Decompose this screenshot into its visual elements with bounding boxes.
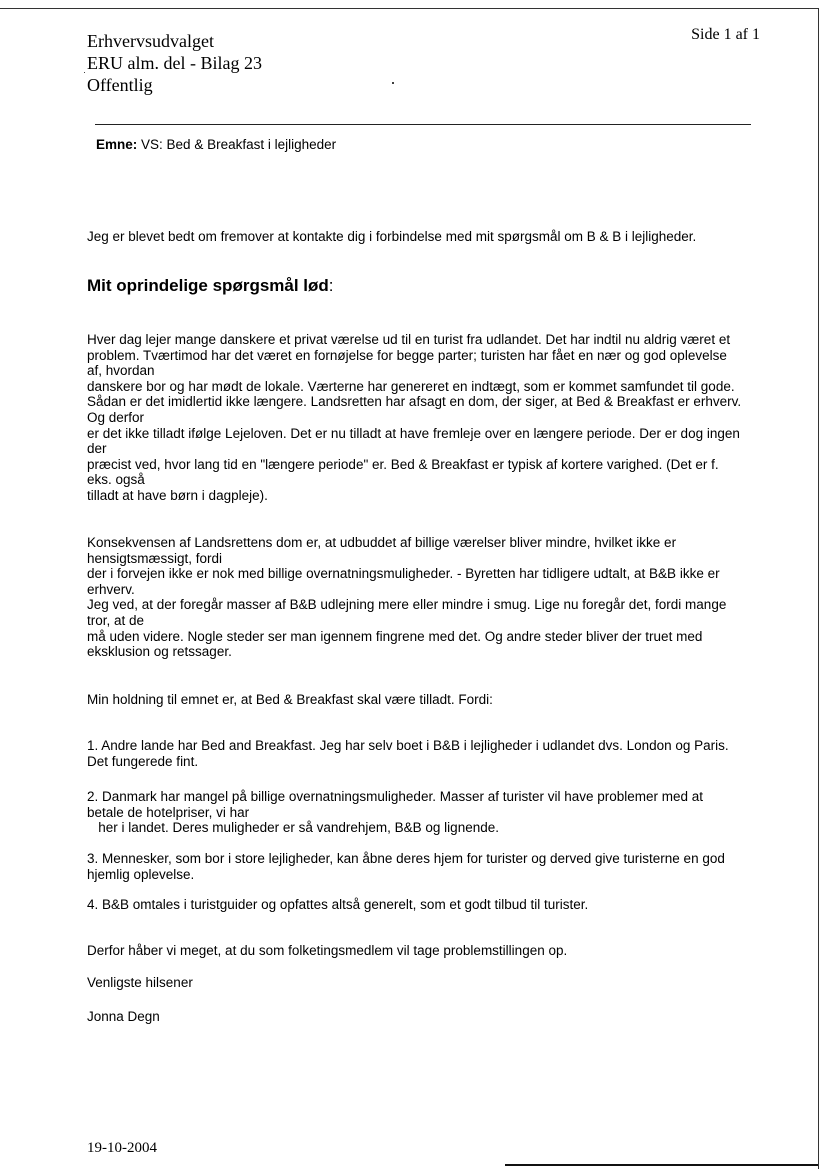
document-date: 19-10-2004 [87, 1140, 157, 1156]
point-line: her i landet. Deres muligheder er så vandrehjem, B&B og lignende. [87, 820, 499, 836]
point-line: Det fungerede fint. [87, 753, 199, 769]
page-number: Side 1 af 1 [691, 26, 760, 43]
paragraph-line: må uden videre. Nogle steder ser man igennem fingrene med det. Og andre steder bliver der truet med [87, 628, 703, 644]
email-subject [96, 137, 336, 152]
paragraph-line: er det ikke tilladt ifølge Lejeloven. Det er nu tilladt at have fremleje over en længere periode. Der er dog ingen [87, 425, 740, 441]
paragraph-line: præcist ved, hvor lang tid en "længere periode" er. Bed & Breakfast er typisk af kortere varighed. (Det er f. [87, 456, 719, 472]
paragraph-line: eksklusion og retssager. [87, 644, 232, 660]
paragraph-consequence [87, 535, 767, 660]
paragraph-line: tilladt at have børn i dagpleje). [87, 487, 268, 503]
committee-name: Erhvervsudvalget [87, 31, 214, 51]
signature: Jonna Degn [87, 1009, 160, 1024]
point-line: 2. Danmark har mangel på billige overnatningsmuligheder. Masser af turister vil have problemer med at [87, 789, 704, 804]
point-line: 1. Andre lande har Bed and Breakfast. Jeg har selv boet i B&B i lejligheder i udlandet dvs. London og Paris. [87, 738, 729, 753]
point-2 [87, 789, 767, 836]
paragraph-line: der i forvejen ikke er nok med billige overnatningsmuligheder. - Byretten har tidligere udtalt, at B&B ikke er [87, 566, 720, 582]
heading-colon: : [328, 276, 334, 295]
paragraph-line: hensigtsmæssigt, fordi [87, 550, 223, 566]
point-1 [87, 738, 767, 769]
point-line: betale de hotelpriser, vi har [87, 804, 250, 820]
scan-speck [392, 82, 394, 84]
paragraph-line: Jeg ved, at der foregår masser af B&B udlejning mere eller mindre i smug. Lige nu foregår det, fordi mange [87, 597, 727, 613]
subject-label: Emne: [96, 137, 138, 152]
paragraph-line: af, hvordan [87, 363, 155, 379]
paragraph-line: eks. også [87, 472, 145, 488]
paragraph-line: Sådan er det imidlertid ikke længere. Landsretten har afsagt en dom, der siger, at Bed & Breakfast er erhverv. [87, 394, 742, 410]
paragraph-line: danskere bor og har mødt de lokale. Værterne har genereret en indtægt, som er kommet samfundet til gode. [87, 378, 735, 394]
scan-border-right [818, 8, 819, 1169]
scan-border-bottom [505, 1164, 818, 1166]
paragraph-line: der [87, 441, 107, 457]
publicity-status: Offentlig [87, 75, 153, 95]
point-4 [87, 897, 767, 913]
paragraph-line: Konsekvensen af Landsrettens dom er, at udbuddet af billige værelser bliver mindre, hvilket ikke er [87, 535, 677, 550]
scan-border-top [0, 8, 818, 9]
point-line: 4. B&B omtales i turistguider og opfattes altså generelt, som et godt tilbud til turister. [87, 897, 589, 912]
intro-paragraph: Jeg er blevet bedt om fremover at kontakte dig i forbindelse med mit spørgsmål om B & B i lejligheder. [87, 229, 697, 244]
document-reference: ERU alm. del - Bilag 23 [87, 53, 262, 73]
paragraph-line: Og derfor [87, 409, 145, 425]
point-3 [87, 851, 767, 882]
section-heading [87, 276, 334, 296]
scan-speck [84, 72, 85, 73]
paragraph-line: Hver dag lejer mange danskere et privat værelse ud til en turist fra udlandet. Det har indtil nu aldrig været et [87, 332, 731, 347]
header-divider [95, 124, 751, 125]
position-statement: Min holdning til emnet er, at Bed & Breakfast skal være tilladt. Fordi: [87, 692, 493, 707]
point-line: hjemlig oplevelse. [87, 866, 195, 882]
paragraph-line: tror, at de [87, 612, 145, 628]
subject-text: VS: Bed & Breakfast i lejligheder [141, 137, 337, 152]
paragraph-line: problem. Tværtimod har det været en fornøjelse for begge parter; turisten har fået en nær og god oplevelse [87, 347, 727, 363]
paragraph-original-question [87, 332, 767, 504]
greeting: Venligste hilsener [87, 975, 193, 990]
point-line: 3. Mennesker, som bor i store lejligheder, kan åbne deres hjem for turister og derved give turisterne en god [87, 851, 725, 866]
heading-text: Mit oprindelige spørgsmål lød [87, 276, 329, 295]
paragraph-line: erhverv. [87, 581, 135, 597]
closing-paragraph: Derfor håber vi meget, at du som folketingsmedlem vil tage problemstillingen op. [87, 943, 568, 958]
